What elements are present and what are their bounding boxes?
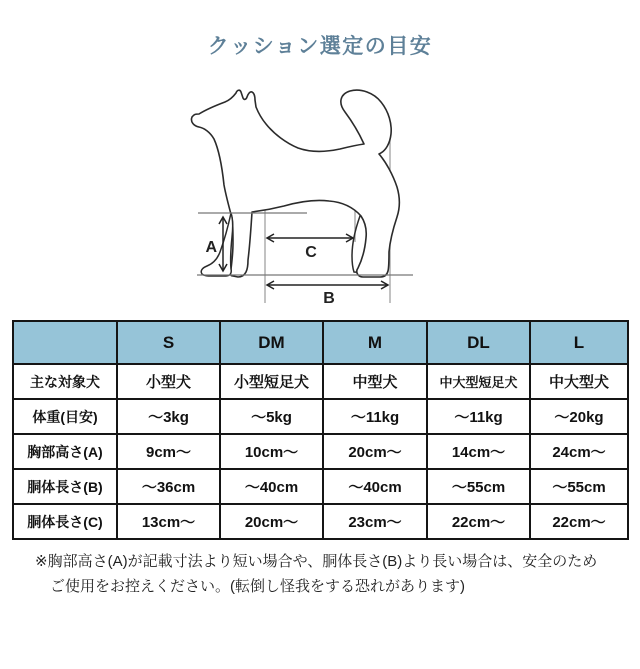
label-c: C xyxy=(305,244,317,261)
column-header-dl: DL xyxy=(427,321,530,364)
table-cell: ～11kg xyxy=(427,399,530,434)
row-label: 主な対象犬 xyxy=(13,364,117,399)
table-cell: 小型短足犬 xyxy=(220,364,323,399)
table-cell: 20cm～ xyxy=(220,504,323,539)
table-cell: ～55cm xyxy=(530,469,628,504)
table-cell: ～55cm xyxy=(427,469,530,504)
row-body-length-c xyxy=(13,504,628,539)
table-cell: ～40cm xyxy=(323,469,427,504)
size-table xyxy=(12,320,629,540)
arrow-c xyxy=(267,234,353,242)
table-cell: 22cm～ xyxy=(427,504,530,539)
table-cell: 10cm～ xyxy=(220,434,323,469)
label-b: B xyxy=(323,290,335,307)
column-header-m: M xyxy=(323,321,427,364)
row-label: 胴体長さ(C) xyxy=(13,504,117,539)
table-cell: 24cm～ xyxy=(530,434,628,469)
table-cell: 22cm～ xyxy=(530,504,628,539)
column-header-s: S xyxy=(117,321,220,364)
caution-note xyxy=(35,549,615,599)
table-cell: 中大型犬 xyxy=(530,364,628,399)
column-header-l: L xyxy=(530,321,628,364)
table-cell: ～36cm xyxy=(117,469,220,504)
row-label: 胸部高さ(A) xyxy=(13,434,117,469)
row-label: 胴体長さ(B) xyxy=(13,469,117,504)
row-label: 体重(目安) xyxy=(13,399,117,434)
table-cell: ～11kg xyxy=(323,399,427,434)
table-cell: 9cm～ xyxy=(117,434,220,469)
arrow-b xyxy=(267,281,388,289)
table-cell: 13cm～ xyxy=(117,504,220,539)
row-target-dog xyxy=(13,364,628,399)
caution-note-line2: ご使用をお控えください。(転倒し怪我をする恐れがあります) xyxy=(50,578,465,595)
table-cell: 中型犬 xyxy=(323,364,427,399)
page-title: クッション選定の目安 xyxy=(207,35,433,58)
table-cell: ～3kg xyxy=(117,399,220,434)
table-cell: 14cm～ xyxy=(427,434,530,469)
table-cell: ～20kg xyxy=(530,399,628,434)
column-header-dm: DM xyxy=(220,321,323,364)
table-cell: ～40cm xyxy=(220,469,323,504)
row-weight xyxy=(13,399,628,434)
table-cell: 23cm～ xyxy=(323,504,427,539)
table-cell: 小型犬 xyxy=(117,364,220,399)
row-chest-height-a xyxy=(13,434,628,469)
row-body-length-b xyxy=(13,469,628,504)
column-header-blank xyxy=(13,321,117,364)
header-row xyxy=(13,321,628,364)
table-cell: 中大型短足犬 xyxy=(427,364,530,399)
dog-measurement-diagram xyxy=(170,78,470,315)
table-cell: ～5kg xyxy=(220,399,323,434)
caution-note-line1: ※胸部高さ(A)が記載寸法より短い場合や、胴体長さ(B)より長い場合は、安全のため xyxy=(35,553,598,570)
label-a: A xyxy=(205,239,217,256)
table-cell: 20cm～ xyxy=(323,434,427,469)
